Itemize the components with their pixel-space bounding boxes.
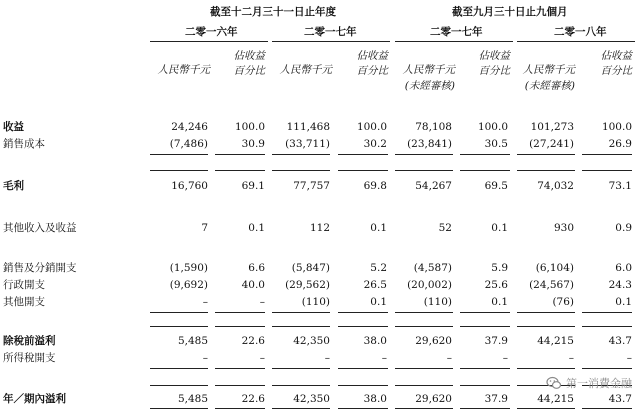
subtotal-rule — [517, 408, 575, 409]
group-header-nine-months: 截至九月三十日止九個月 — [452, 6, 568, 18]
table-cell: 6.0 — [615, 262, 632, 274]
table-cell: 0.1 — [491, 296, 508, 308]
subtotal-rule — [517, 170, 575, 171]
subtotal-rule — [215, 368, 265, 369]
subtotal-rule — [395, 170, 453, 171]
subtotal-rule — [582, 408, 632, 409]
subtotal-rule — [272, 312, 330, 313]
table-cell: 37.9 — [484, 393, 508, 405]
table-cell: 38.0 — [363, 335, 387, 347]
unit-c8-l1: 佔收益 — [600, 50, 632, 62]
subtotal-rule — [338, 326, 388, 327]
rule-2016 — [150, 41, 268, 42]
table-cell: (4,587) — [413, 262, 452, 274]
row-label: 所得稅開支 — [3, 352, 56, 364]
unit-c6-l1: 佔收益 — [478, 50, 510, 62]
table-cell: 37.9 — [484, 335, 508, 347]
subtotal-rule — [460, 312, 510, 313]
table-cell: (7,486) — [169, 138, 208, 150]
subtotal-rule — [272, 408, 330, 409]
subtotal-rule — [517, 154, 575, 155]
table-cell: – — [202, 296, 208, 308]
table-cell: – — [259, 296, 265, 308]
table-cell: 16,760 — [171, 180, 208, 192]
subtotal-rule — [582, 312, 632, 313]
subtotal-rule — [215, 154, 265, 155]
table-cell: (33,711) — [285, 138, 330, 150]
table-cell: 6.6 — [248, 262, 265, 274]
table-cell: (23,841) — [407, 138, 452, 150]
wechat-icon — [546, 375, 562, 391]
table-cell: 44,215 — [537, 335, 574, 347]
unit-c5-l1: 人民幣千元 — [402, 64, 455, 76]
subtotal-rule — [272, 368, 330, 369]
table-cell: (9,692) — [169, 279, 208, 291]
table-cell: 5,485 — [177, 335, 208, 347]
subtotal-rule — [582, 326, 632, 327]
table-cell: 5.2 — [370, 262, 387, 274]
table-cell: 100.0 — [601, 121, 632, 133]
table-cell: 40.0 — [241, 279, 265, 291]
subtotal-rule — [582, 368, 632, 369]
unit-c7-l1: 人民幣千元 — [522, 64, 575, 76]
table-cell: 0.9 — [615, 222, 632, 234]
subtotal-rule — [582, 170, 632, 171]
row-label: 收益 — [3, 121, 24, 133]
table-cell: 0.1 — [248, 222, 265, 234]
table-cell: 22.6 — [241, 335, 265, 347]
subtotal-rule — [338, 312, 388, 313]
subtotal-rule — [215, 408, 265, 409]
subtotal-rule — [517, 312, 575, 313]
year-header-2016: 二零一六年 — [185, 26, 238, 38]
table-cell: 38.0 — [363, 393, 387, 405]
table-cell: (29,562) — [285, 279, 330, 291]
table-cell: 26.9 — [608, 138, 632, 150]
row-label: 毛利 — [3, 180, 24, 192]
table-cell: 44,215 — [537, 393, 574, 405]
table-cell: (24,567) — [529, 279, 574, 291]
table-cell: 0.1 — [615, 296, 632, 308]
subtotal-rule — [150, 312, 208, 313]
subtotal-rule — [150, 326, 208, 327]
unit-c7-l2: (未經審核) — [524, 80, 575, 92]
table-cell: 52 — [438, 222, 452, 234]
subtotal-rule — [272, 170, 330, 171]
row-label: 銷售成本 — [3, 138, 45, 150]
subtotal-rule — [215, 170, 265, 171]
table-cell: (1,590) — [169, 262, 208, 274]
subtotal-rule — [395, 326, 453, 327]
table-cell: 100.0 — [234, 121, 265, 133]
row-label: 銷售及分銷開支 — [3, 262, 77, 274]
table-cell: 0.1 — [491, 222, 508, 234]
table-cell: 74,032 — [537, 180, 574, 192]
table-cell: 30.5 — [484, 138, 508, 150]
table-cell: (110) — [301, 296, 330, 308]
table-cell: 5.9 — [491, 262, 508, 274]
table-cell: (6,104) — [535, 262, 574, 274]
unit-c5-l2: (未經審核) — [404, 80, 455, 92]
unit-c6-l2: 百分比 — [478, 65, 510, 77]
subtotal-rule — [460, 154, 510, 155]
table-cell: – — [259, 352, 265, 364]
table-cell: 73.1 — [608, 180, 632, 192]
table-cell: 7 — [201, 222, 208, 234]
row-label: 年／期內溢利 — [3, 393, 66, 405]
unit-c4-l2: 百分比 — [356, 65, 388, 77]
subtotal-rule — [395, 408, 453, 409]
table-cell: 111,468 — [286, 121, 330, 133]
subtotal-rule — [582, 154, 632, 155]
table-cell: 24,246 — [171, 121, 208, 133]
table-cell: – — [568, 352, 574, 364]
table-cell: 77,757 — [293, 180, 330, 192]
subtotal-rule — [215, 312, 265, 313]
table-cell: 30.2 — [363, 138, 387, 150]
table-cell: 100.0 — [477, 121, 508, 133]
table-cell: 112 — [309, 222, 330, 234]
table-cell: 29,620 — [415, 335, 452, 347]
table-cell: 0.1 — [370, 222, 387, 234]
row-label: 除稅前溢利 — [3, 335, 56, 347]
year-header-2018-nine: 二零一八年 — [554, 26, 607, 38]
watermark-text: 第一消費金融 — [566, 377, 632, 390]
table-cell: (27,241) — [529, 138, 574, 150]
table-cell: 69.8 — [363, 180, 387, 192]
table-cell: 24.3 — [608, 279, 632, 291]
subtotal-rule — [272, 154, 330, 155]
rule-2017 — [272, 41, 390, 42]
table-cell: 930 — [553, 222, 574, 234]
table-cell: 43.7 — [608, 335, 632, 347]
unit-c2-l2: 百分比 — [233, 65, 265, 77]
subtotal-rule — [460, 326, 510, 327]
unit-c2-l1: 佔收益 — [233, 50, 265, 62]
table-cell: – — [324, 352, 330, 364]
table-cell: 101,273 — [530, 121, 574, 133]
subtotal-rule — [395, 385, 453, 386]
subtotal-rule — [150, 368, 208, 369]
subtotal-rule — [338, 408, 388, 409]
row-label: 其他收入及收益 — [3, 222, 77, 234]
subtotal-rule — [338, 154, 388, 155]
table-cell: – — [502, 352, 508, 364]
group-header-year: 截至十二月三十一日止年度 — [210, 6, 336, 18]
table-cell: 26.5 — [363, 279, 387, 291]
table-cell: 78,108 — [415, 121, 452, 133]
subtotal-rule — [460, 385, 510, 386]
table-cell: 43.7 — [608, 393, 632, 405]
table-cell: 5,485 — [177, 393, 208, 405]
subtotal-rule — [150, 154, 208, 155]
table-cell: – — [381, 352, 387, 364]
year-header-2017-nine: 二零一七年 — [430, 26, 483, 38]
table-cell: 69.5 — [484, 180, 508, 192]
subtotal-rule — [215, 385, 265, 386]
rule-2017-nine — [395, 41, 513, 42]
subtotal-rule — [215, 326, 265, 327]
unit-c4-l1: 佔收益 — [356, 50, 388, 62]
table-cell: 0.1 — [370, 296, 387, 308]
unit-c8-l2: 百分比 — [600, 65, 632, 77]
table-cell: – — [202, 352, 208, 364]
rule-2018-nine — [517, 41, 635, 42]
subtotal-rule — [338, 385, 388, 386]
table-cell: 42,350 — [293, 393, 330, 405]
subtotal-rule — [460, 368, 510, 369]
subtotal-rule — [517, 326, 575, 327]
row-label: 行政開支 — [3, 279, 45, 291]
table-cell: (5,847) — [291, 262, 330, 274]
table-cell: (20,002) — [407, 279, 452, 291]
subtotal-rule — [395, 368, 453, 369]
table-cell: 30.9 — [241, 138, 265, 150]
table-cell: 25.6 — [484, 279, 508, 291]
subtotal-rule — [517, 368, 575, 369]
table-cell: 100.0 — [356, 121, 387, 133]
table-cell: – — [626, 352, 632, 364]
subtotal-rule — [338, 170, 388, 171]
subtotal-rule — [150, 170, 208, 171]
subtotal-rule — [460, 408, 510, 409]
watermark — [546, 375, 632, 391]
subtotal-rule — [338, 368, 388, 369]
subtotal-rule — [395, 312, 453, 313]
table-cell: (76) — [552, 296, 574, 308]
subtotal-rule — [395, 154, 453, 155]
unit-c1-l1: 人民幣千元 — [157, 64, 210, 76]
table-cell: 22.6 — [241, 393, 265, 405]
table-cell: 29,620 — [415, 393, 452, 405]
table-cell: – — [446, 352, 452, 364]
unit-c3-l1: 人民幣千元 — [279, 64, 332, 76]
table-cell: 42,350 — [293, 335, 330, 347]
subtotal-rule — [150, 408, 208, 409]
table-cell: 54,267 — [415, 180, 452, 192]
row-label: 其他開支 — [3, 296, 45, 308]
subtotal-rule — [150, 385, 208, 386]
year-header-2017-annual: 二零一七年 — [304, 26, 357, 38]
table-cell: 69.1 — [241, 180, 265, 192]
subtotal-rule — [460, 170, 510, 171]
table-cell: (110) — [423, 296, 452, 308]
subtotal-rule — [272, 326, 330, 327]
subtotal-rule — [272, 385, 330, 386]
